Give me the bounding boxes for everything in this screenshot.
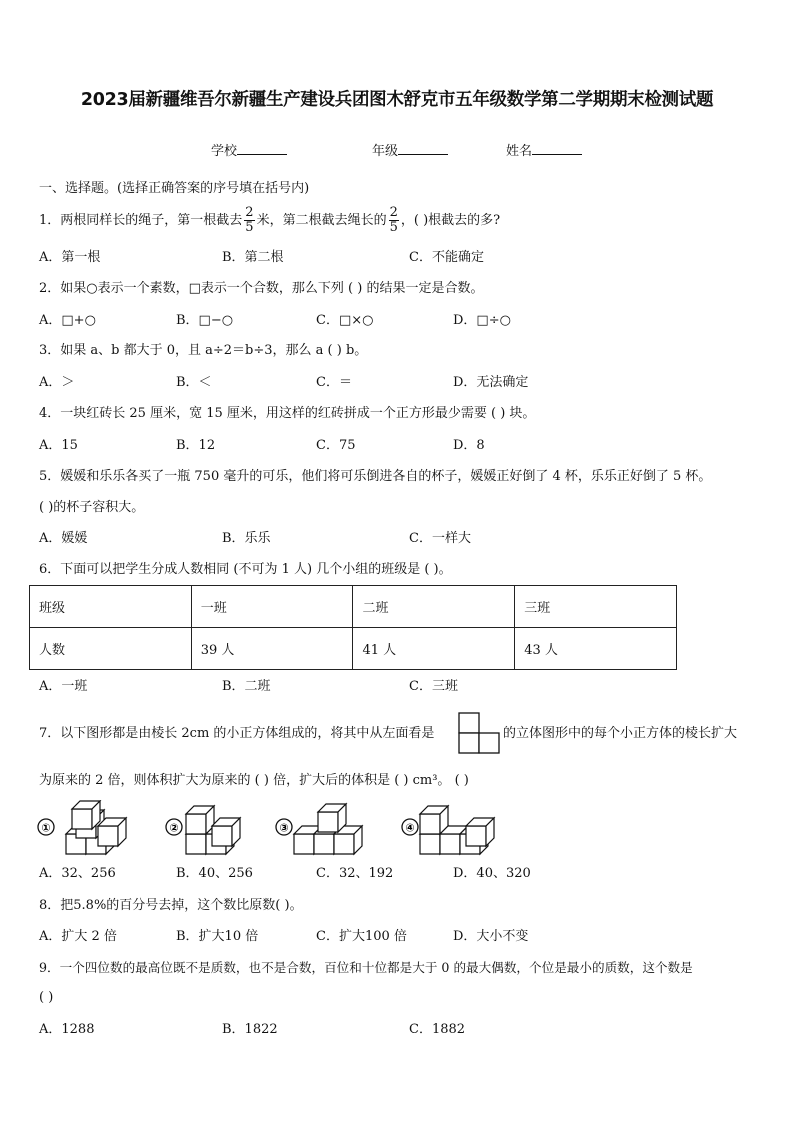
svg-text:②: ② <box>169 821 179 835</box>
q7-option-a[interactable]: A．32、256 <box>39 866 116 881</box>
q9-option-b[interactable]: B．1822 <box>222 1022 278 1037</box>
q9-option-a[interactable]: A．1288 <box>39 1022 95 1037</box>
q5-option-a[interactable]: A．媛媛 <box>39 531 88 546</box>
fraction: $\frac{2}{5}$ <box>245 205 254 235</box>
q2-option-c[interactable]: C．□×○ <box>316 313 374 328</box>
q1-option-c[interactable]: C．不能确定 <box>409 250 484 265</box>
question-1: 1．两根同样长的绳子，第一根截去 $\frac{2}{5}$ 米，第二根截去绳长的 $\frac{2}{5}$ ，( )根截去的多? <box>39 205 501 235</box>
q8-option-d[interactable]: D．大小不变 <box>453 929 529 944</box>
question-8: 8．把5.8%的百分号去掉，这个数比原数( )。 <box>39 898 303 913</box>
q8-option-b[interactable]: B．扩大10 倍 <box>176 929 259 944</box>
figure-4 <box>402 806 494 854</box>
table-row <box>30 586 677 628</box>
q4-option-c[interactable]: C．75 <box>316 438 356 453</box>
q8-option-c[interactable]: C．扩大100 倍 <box>316 929 407 944</box>
table-cell: 三班 <box>515 586 677 628</box>
question-7-line-2: 为原来的 2 倍，则体积扩大为原来的 ( ) 倍，扩大后的体积是 ( ) cm³。 ( ) <box>39 773 469 788</box>
q2-option-a[interactable]: A．□+○ <box>39 313 96 328</box>
figure-1 <box>38 801 126 854</box>
q1-option-b[interactable]: B．第二根 <box>222 250 284 265</box>
grade-field[interactable]: 年级 <box>372 140 448 159</box>
question-9-line-1: 9．一个四位数的最高位既不是质数，也不是合数，百位和十位都是大于 0 的最大偶数，个位是最小的质数，这个数是 <box>39 960 693 975</box>
question-6: 6．下面可以把学生分成人数相同 (不可为 1 人) 几个小组的班级是 ( )。 <box>39 562 452 577</box>
table-cell: 人数 <box>30 628 192 670</box>
page-title: 2023届新疆维吾尔新疆生产建设兵团图木舒克市五年级数学第二学期期末检测试题 <box>80 90 714 110</box>
svg-text:①: ① <box>41 821 51 835</box>
svg-text:③: ③ <box>279 821 289 835</box>
table-cell: 二班 <box>353 586 515 628</box>
section-heading: 一、选择题。(选择正确答案的序号填在括号内) <box>39 181 310 196</box>
question-4: 4．一块红砖长 25 厘米，宽 15 厘米，用这样的红砖拼成一个正方形最少需要 ( ) 块。 <box>39 406 536 421</box>
q2-option-b[interactable]: B．□−○ <box>176 313 234 328</box>
q7-option-d[interactable]: D．40、320 <box>453 866 531 881</box>
table-cell: 班级 <box>30 586 192 628</box>
figure-3 <box>276 804 362 854</box>
q4-option-b[interactable]: B．12 <box>176 438 216 453</box>
q5-option-b[interactable]: B．乐乐 <box>222 531 271 546</box>
question-3: 3．如果 a、b 都大于 0，且 a÷2＝b÷3，那么 a ( ) b。 <box>39 343 368 358</box>
figure-2 <box>166 806 240 854</box>
table-cell: 41 人 <box>353 628 515 670</box>
fraction: $\frac{2}{5}$ <box>389 205 398 235</box>
question-2: 2．如果○表示一个素数，□表示一个合数，那么下列 ( ) 的结果一定是合数。 <box>39 281 484 296</box>
question-7-line-1b: 的立体图形中的每个小正方体的棱长扩大 <box>503 726 738 741</box>
q5-option-c[interactable]: C．一样大 <box>409 531 471 546</box>
cube-figures <box>36 800 516 858</box>
q7-option-b[interactable]: B．40、256 <box>176 866 253 881</box>
q2-option-d[interactable]: D．□÷○ <box>453 313 511 328</box>
q3-option-c[interactable]: C．＝ <box>316 375 352 390</box>
school-field[interactable]: 学校 <box>211 140 287 159</box>
q6-option-c[interactable]: C．三班 <box>409 679 458 694</box>
table-row <box>30 628 677 670</box>
q7-option-c[interactable]: C．32、192 <box>316 866 394 881</box>
q4-option-d[interactable]: D．8 <box>453 438 485 453</box>
table-cell: 一班 <box>191 586 353 628</box>
q9-option-c[interactable]: C．1882 <box>409 1022 466 1037</box>
q3-option-d[interactable]: D．无法确定 <box>453 375 529 390</box>
q6-option-b[interactable]: B．二班 <box>222 679 271 694</box>
question-5-line-1: 5．媛媛和乐乐各买了一瓶 750 毫升的可乐，他们将可乐倒进各自的杯子，媛媛正好倒了 4 杯，乐乐正好倒了 5 杯。 <box>39 469 712 484</box>
name-field[interactable]: 姓名 <box>506 140 582 159</box>
class-table <box>29 585 677 670</box>
table-cell: 43 人 <box>515 628 677 670</box>
q1-option-a[interactable]: A．第一根 <box>39 250 101 265</box>
svg-text:④: ④ <box>405 821 415 835</box>
q3-option-b[interactable]: B．＜ <box>176 375 212 390</box>
q4-option-a[interactable]: A．15 <box>39 438 78 453</box>
left-view-shape-icon <box>458 712 500 754</box>
q8-option-a[interactable]: A．扩大 2 倍 <box>39 929 117 944</box>
question-7-line-1: 7．以下图形都是由棱长 2cm 的小正方体组成的，将其中从左面看是 <box>39 726 435 741</box>
q6-option-a[interactable]: A．一班 <box>39 679 88 694</box>
q3-option-a[interactable]: A．＞ <box>39 375 75 390</box>
table-cell: 39 人 <box>191 628 353 670</box>
question-5-line-2: ( )的杯子容积大。 <box>39 500 145 515</box>
question-9-line-2: ( ) <box>39 990 54 1005</box>
